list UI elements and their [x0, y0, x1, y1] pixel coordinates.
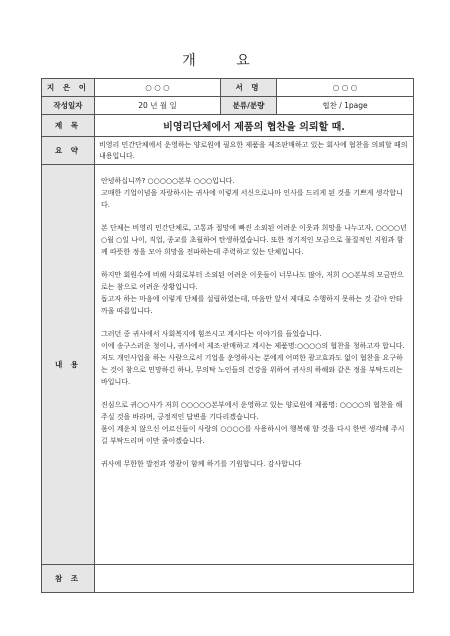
document-title: 개 요 [182, 53, 268, 69]
content-paragraph: 그러던 중 귀사에서 사회복지에 힘쓰시고 계시다는 이야기를 들었습니다. 이에 송구스러운 청이나, 귀사에서 제조·판매하고 계시는 제품명:○○○○의 협찬을 청하고자 합니다. 저도 개인사업을 하는 사람으로서 기업을 운영하시는 분에게 어떠한 광고효과도 없이 협찬을 요구하는 것이 참으로 민망하긴 하나, 무의탁 노인들의 건강을 위하여 귀사의 하해와 같은 정을 부탁드리는 바입니다. [101, 330, 405, 386]
summary-value: 비영리 민간단체에서 운영하는 양로원에 필요한 제품을 제조판매하고 있는 회사에 협찬을 의뢰할 때의 내용입니다. [95, 137, 414, 165]
category-label: 분류/분량 [221, 97, 277, 115]
date-value: 20 년 월 일 [95, 97, 221, 115]
content-paragraph: 안녕하십니까? ○○○○○본부 ○○○입니다. 고매한 기업이념을 자랑하시는 귀사에 이렇게 서신으로나마 인사를 드리게 된 것을 기쁘게 생각합니다. [101, 177, 403, 209]
category-value: 협찬 / 1page [277, 97, 414, 115]
author-label: 지 은 이 [42, 79, 95, 97]
sign-value: ○ ○ ○ [277, 79, 414, 97]
date-label: 작성일자 [42, 97, 95, 115]
content-paragraph: 진심으로 귀○○사가 저희 ○○○○○본부에서 운영하고 있는 양로원에 제품명: ○○○○의 협찬을 해주실 것을 바라며, 긍정적인 답변을 기다리겠습니다. 몸이 계운치 않으신 어르신들이 사랑의 ○○○○를 사용하시어 행복해 할 것을 다시 한번 생각해 주시길 부탁드리며 이만 줄이겠습니다. [101, 401, 405, 445]
content-label: 내 용 [42, 165, 95, 565]
reference-label: 참 조 [42, 565, 95, 593]
content-paragraph: 하지만 회원수에 비해 사회로부터 소외된 어려운 이웃들이 너무나도 많아, 저희 ○○본부의 모금만으로는 참으로 어려운 상황입니다. 돕고자 하는 마음에 이렇게 단체를 설립하였는데, 마음만 앞서 제대로 수행하지 못하는 것 같아 안타까울 따름입니다. [101, 271, 404, 315]
author-value: ○ ○ ○ [95, 79, 221, 97]
content-paragraph: 귀사에 무한한 발전과 영광이 함께 하기를 기원합니다. 감사합니다 [101, 460, 302, 468]
sign-label: 서 명 [221, 79, 277, 97]
content-paragraph: 본 단체는 비영리 민간단체로, 고통과 절망에 빠진 소외된 어려운 이웃과 희망을 나누고자, ○○○○년 ○월 ○일 나이, 직업, 종교를 초월하여 탄생하였습니다. 또한 정기적인 모금으로 물질적인 지원과 함께 따뜻한 정을 모아 희망을 전파하는데 주력하고 있는 단체입니다. [101, 224, 407, 256]
content-body [95, 165, 414, 565]
outline-table [41, 78, 414, 593]
summary-label: 요 약 [42, 137, 95, 165]
subject-label: 제 목 [42, 115, 95, 137]
reference-value [95, 565, 414, 593]
subject-value: 비영리단체에서 제품의 협찬을 의뢰할 때. [95, 115, 414, 137]
